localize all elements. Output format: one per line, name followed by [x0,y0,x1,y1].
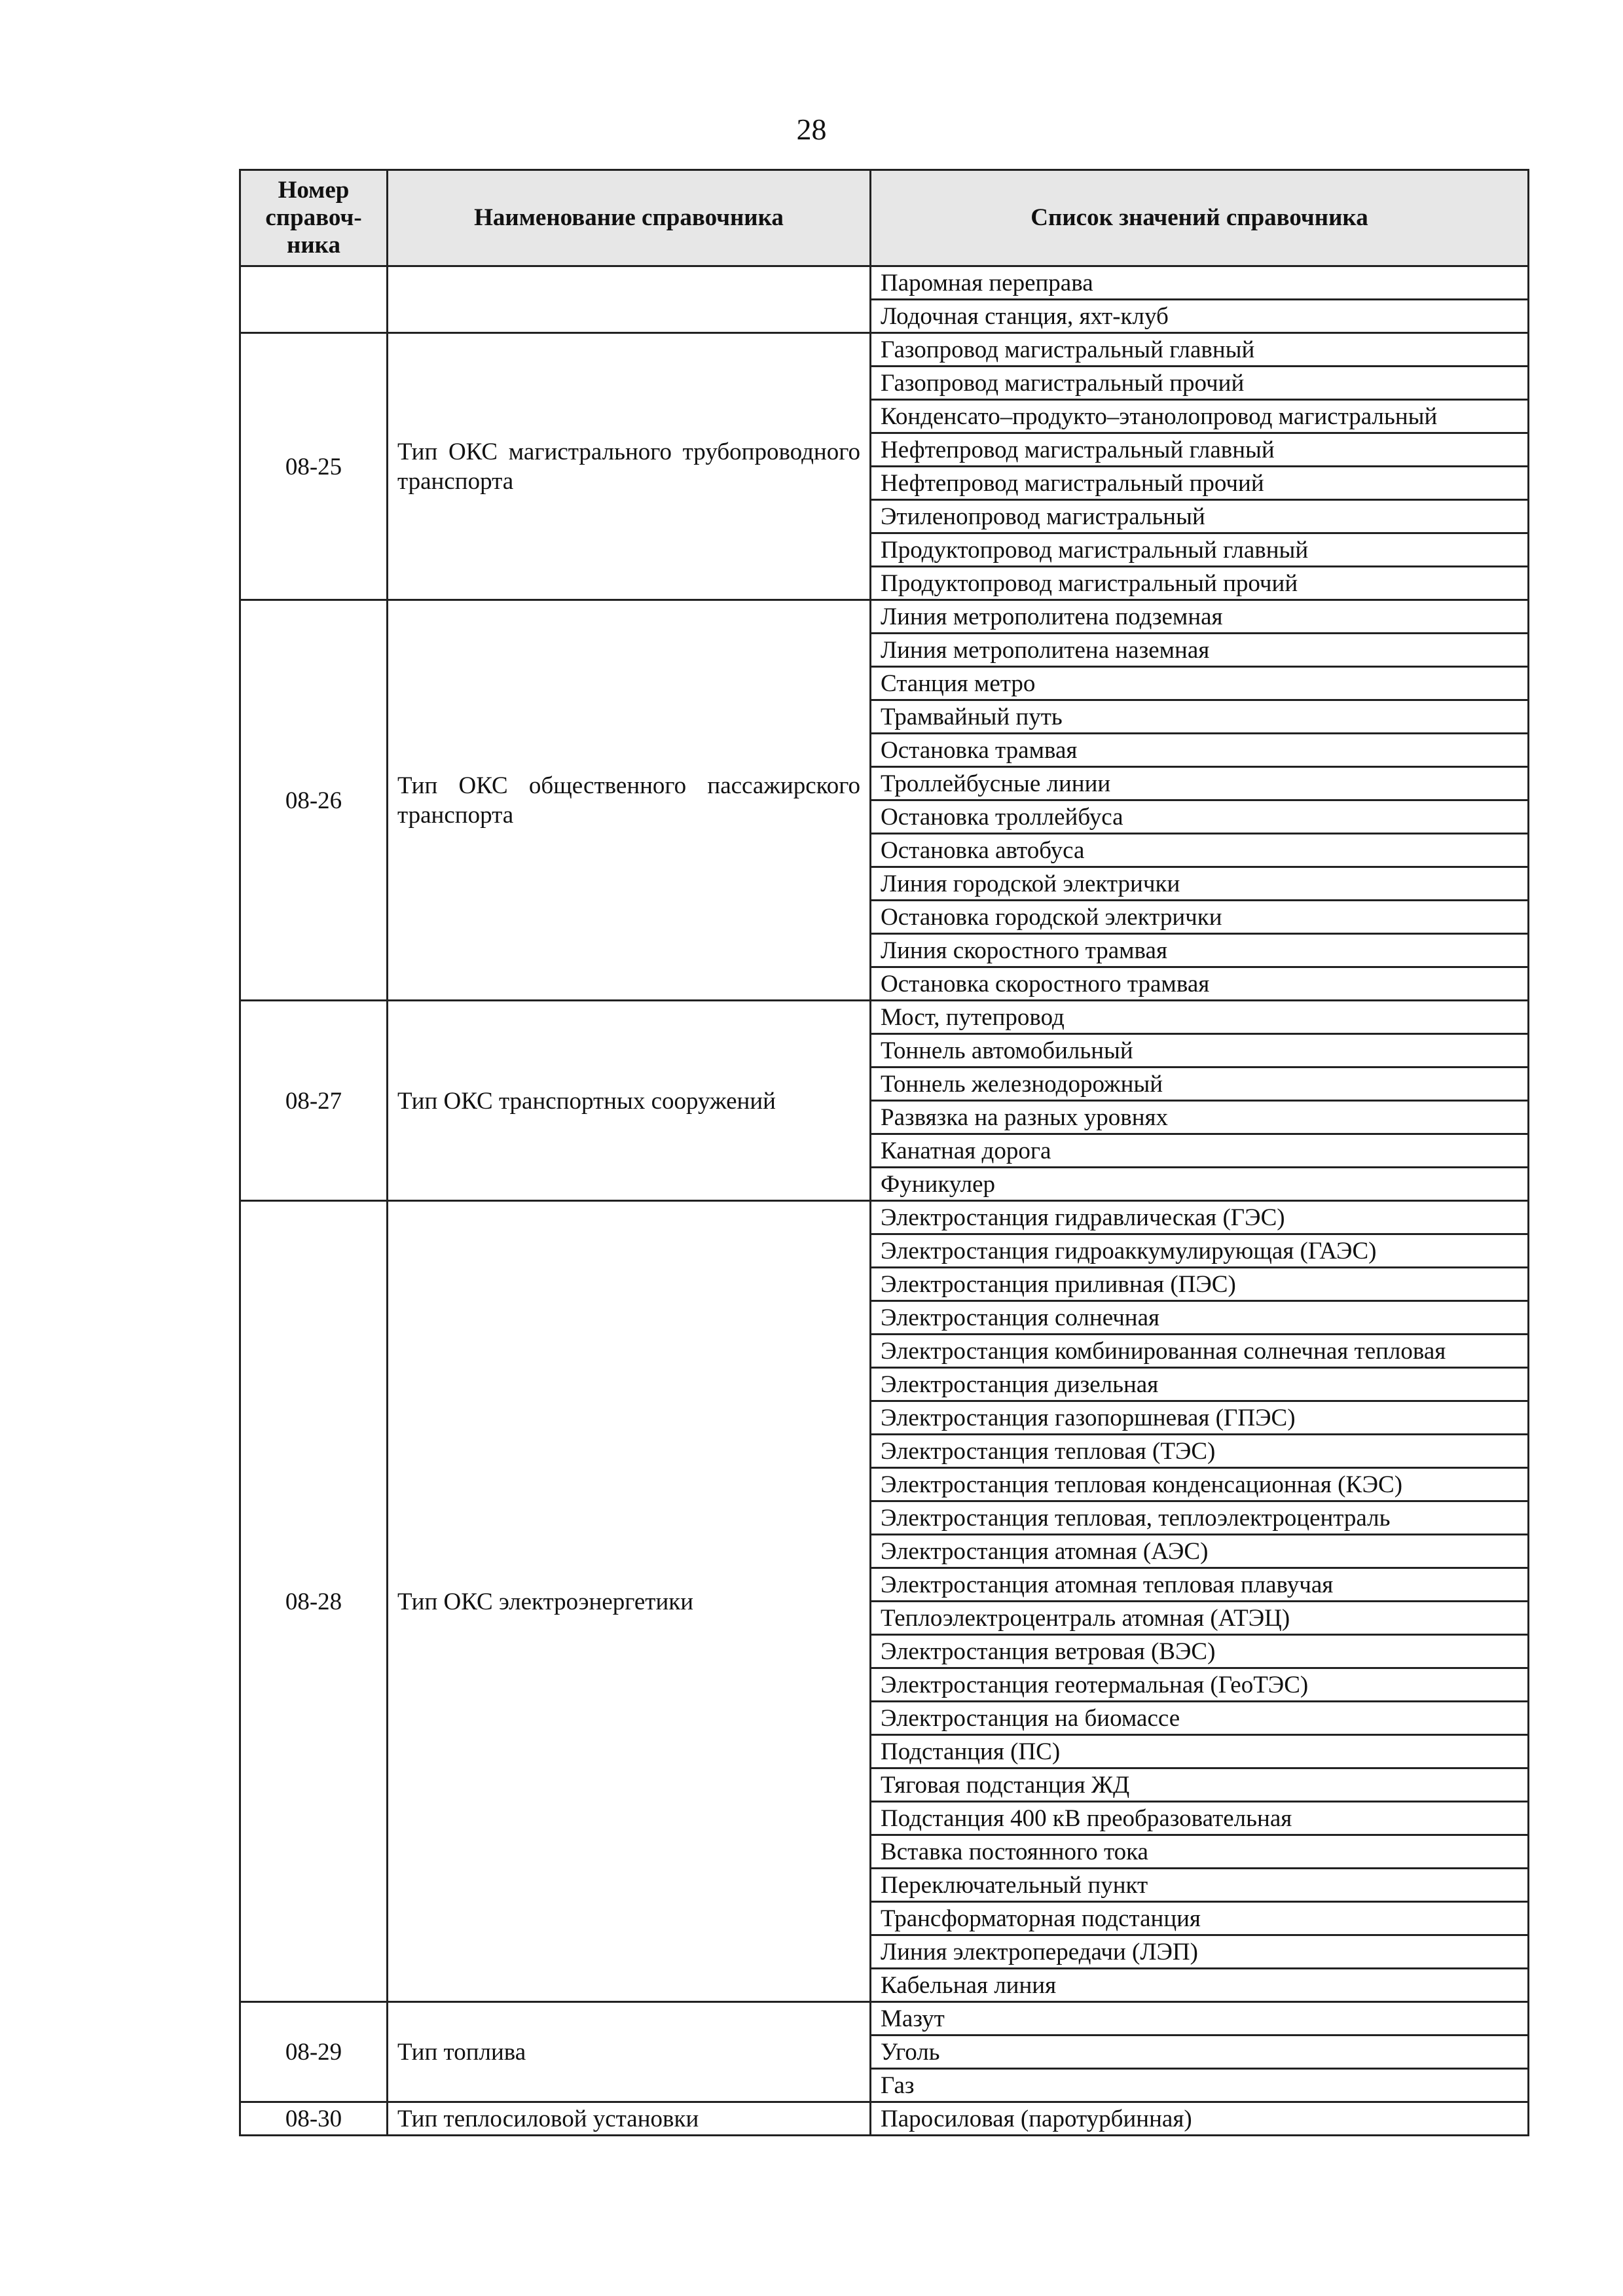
reference-value: Трамвайный путь [871,700,1529,734]
reference-value: Развязка на разных уровнях [871,1101,1529,1134]
reference-value: Электростанция геотермальная (ГеоТЭС) [871,1668,1529,1702]
reference-value: Мазут [871,2002,1529,2036]
reference-table [239,169,1529,2136]
reference-value: Мост, путепровод [871,1001,1529,1034]
reference-value: Подстанция (ПС) [871,1735,1529,1768]
reference-code [240,266,388,333]
reference-name: Тип ОКС общественного пассажирского транспорта [388,600,871,1001]
table-row [240,600,1529,634]
reference-value: Линия метрополитена подземная [871,600,1529,634]
header-name: Наименование справочника [388,170,871,266]
reference-value: Линия скоростного трамвая [871,934,1529,967]
reference-value: Газопровод магистральный главный [871,333,1529,367]
table-row [240,2002,1529,2036]
reference-name: Тип ОКС электроэнергетики [388,1201,871,2002]
reference-value: Подстанция 400 кВ преобразовательная [871,1802,1529,1835]
reference-value: Электростанция газопоршневая (ГПЭС) [871,1401,1529,1435]
table-row [240,1001,1529,1034]
reference-value: Остановка трамвая [871,734,1529,767]
reference-value: Нефтепровод магистральный главный [871,433,1529,467]
reference-value: Переключательный пункт [871,1869,1529,1902]
reference-value: Электростанция солнечная [871,1301,1529,1335]
reference-value: Остановка автобуса [871,834,1529,867]
reference-value: Электростанция ветровая (ВЭС) [871,1635,1529,1668]
table-row [240,2102,1529,2136]
header-number: Номер справоч-ника [240,170,388,266]
reference-code: 08-25 [240,333,388,600]
reference-value: Электростанция тепловая, теплоэлектроцентраль [871,1501,1529,1535]
reference-value: Линия электропередачи (ЛЭП) [871,1935,1529,1969]
reference-value: Линия городской электрички [871,867,1529,901]
reference-code: 08-28 [240,1201,388,2002]
reference-value: Остановка скоростного трамвая [871,967,1529,1001]
reference-value: Нефтепровод магистральный прочий [871,467,1529,500]
reference-code: 08-29 [240,2002,388,2102]
reference-value: Продуктопровод магистральный главный [871,533,1529,567]
reference-value: Фуникулер [871,1168,1529,1201]
reference-value: Канатная дорога [871,1134,1529,1168]
table-row [240,333,1529,367]
header-row [240,170,1529,266]
table-row [240,266,1529,300]
reference-value: Остановка троллейбуса [871,800,1529,834]
reference-value: Продуктопровод магистральный прочий [871,567,1529,600]
reference-code: 08-30 [240,2102,388,2136]
reference-name: Тип топлива [388,2002,871,2102]
reference-value: Электростанция атомная тепловая плавучая [871,1568,1529,1602]
reference-name: Тип ОКС транспортных сооружений [388,1001,871,1201]
reference-value: Паросиловая (паротурбинная) [871,2102,1529,2136]
reference-value: Линия метрополитена наземная [871,634,1529,667]
reference-value: Теплоэлектроцентраль атомная (АТЭЦ) [871,1602,1529,1635]
reference-value: Электростанция тепловая (ТЭС) [871,1435,1529,1468]
page-number: 28 [796,113,827,146]
reference-code: 08-26 [240,600,388,1001]
table-row [240,1201,1529,1234]
reference-value: Электростанция приливная (ПЭС) [871,1268,1529,1301]
header-values: Список значений справочника [871,170,1529,266]
reference-value: Этиленопровод магистральный [871,500,1529,533]
reference-value: Электростанция дизельная [871,1368,1529,1401]
reference-value: Станция метро [871,667,1529,700]
reference-value: Электростанция комбинированная солнечная тепловая [871,1335,1529,1368]
reference-value: Лодочная станция, яхт-клуб [871,300,1529,333]
reference-value: Паромная переправа [871,266,1529,300]
reference-value: Газопровод магистральный прочий [871,367,1529,400]
reference-value: Электростанция гидравлическая (ГЭС) [871,1201,1529,1234]
reference-value: Конденсато–продукто–этанолопровод магистральный [871,400,1529,433]
table-body [240,266,1529,2136]
reference-value: Вставка постоянного тока [871,1835,1529,1869]
reference-value: Электростанция на биомассе [871,1702,1529,1735]
reference-value: Тяговая подстанция ЖД [871,1768,1529,1802]
reference-value: Уголь [871,2036,1529,2069]
reference-value: Газ [871,2069,1529,2102]
reference-name: Тип ОКС магистрального трубопроводного транспорта [388,333,871,600]
reference-value: Тоннель автомобильный [871,1034,1529,1067]
reference-value: Электростанция атомная (АЭС) [871,1535,1529,1568]
reference-name [388,266,871,333]
reference-value: Тоннель железнодорожный [871,1067,1529,1101]
reference-code: 08-27 [240,1001,388,1201]
reference-value: Трансформаторная подстанция [871,1902,1529,1935]
reference-name: Тип теплосиловой установки [388,2102,871,2136]
reference-value: Электростанция тепловая конденсационная (КЭС) [871,1468,1529,1501]
reference-value: Остановка городской электрички [871,901,1529,934]
reference-value: Кабельная линия [871,1969,1529,2002]
reference-value: Троллейбусные линии [871,767,1529,800]
reference-value: Электростанция гидроаккумулирующая (ГАЭС) [871,1234,1529,1268]
